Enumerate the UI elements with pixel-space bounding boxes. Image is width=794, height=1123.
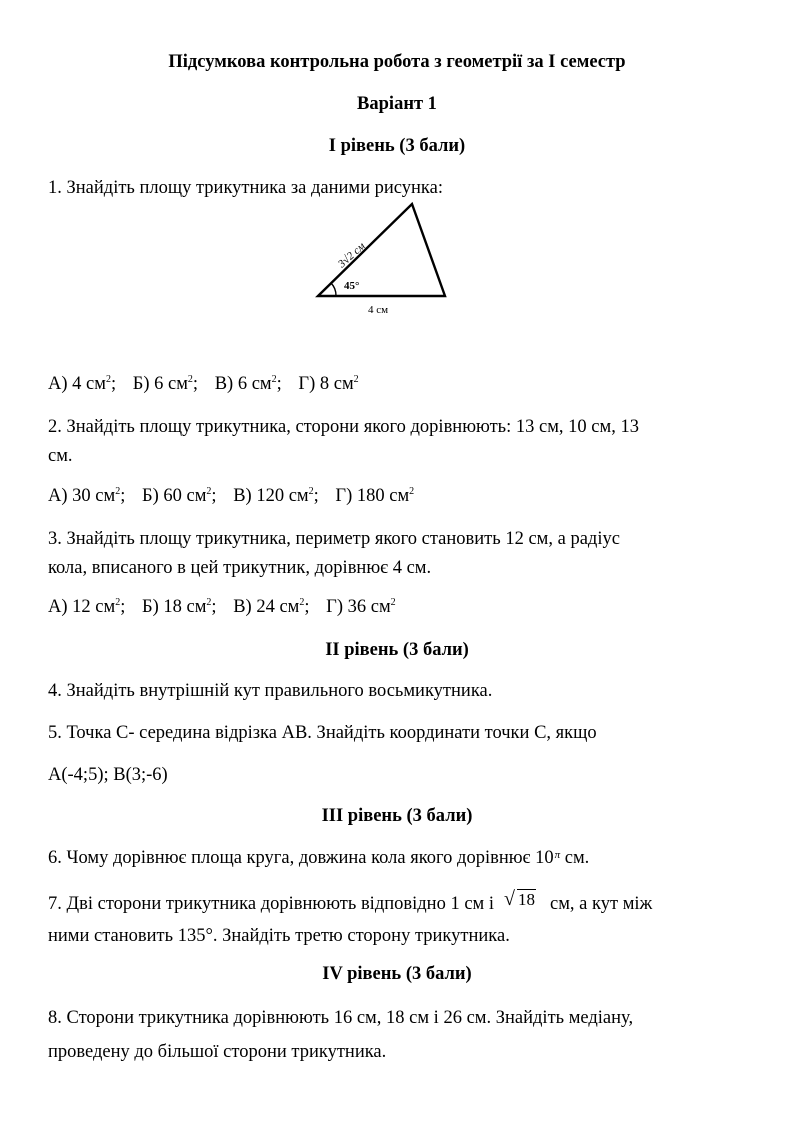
angle-arc [331,283,336,296]
task-4-text: 4. Знайдіть внутрішній кут правильного восьмикутника. [48,681,493,701]
task-6-text: 6. Чому дорівнює площа круга, довжина кола якого дорівнює $10^\pi$ см. [48,848,590,868]
task-8-line-2: проведену до більшої сторони трикутника. [48,1042,387,1062]
triangle-figure [312,196,496,320]
option-c: В) 24 $см^2$; [233,597,310,617]
pi-symbol: π [554,849,561,861]
option-a: А) 12 $см^2$; [48,597,126,617]
task-2-line-1: 2. Знайдіть площу трикутника, сторони якого дорівнюють: 13 см, 10 см, 13 [48,417,639,437]
level-4-heading: IV рівень (3 бали) [322,964,472,984]
option-b: Б) 60 $см^2$; [141,486,217,506]
side-label: 3√2 см [335,240,368,271]
task-2-line-2: см. [48,446,73,466]
option-d: Г) 180 $см^2$ [335,486,415,506]
task-3-line-1: 3. Знайдіть площу трикутника, периметр якого становить 12 см, а радіус [48,529,620,549]
angle-label: 45° [344,280,360,292]
triangle-shape [318,204,445,296]
task-3-options [48,597,396,618]
task-2-options [48,486,414,507]
level-3-heading: ІІІ рівень (3 бали) [321,806,473,826]
task-3-line-2: кола, вписаного в цей трикутник, дорівнює 4 см. [48,558,432,578]
option-a: А) 30 $см^2$; [48,486,126,506]
task-1-text: 1. Знайдіть площу трикутника за даними рисунка: [48,178,443,198]
option-b: Б) 18 $см^2$; [141,597,217,617]
page-title: Підсумкова контрольна робота з геометрії за І семестр [168,52,626,72]
task-8-line-1: 8. Сторони трикутника дорівнюють 16 см, 18 см і 26 см. Знайдіть медіану, [48,1008,634,1028]
sqrt-expression: √ 18 [504,888,536,910]
option-c: В) 120 $см^2$; [233,486,319,506]
option-a: А) 4 $см^2$; [48,374,117,394]
option-d: Г) 36 $см^2$ [326,597,396,617]
task-5-line-1: 5. Точка С- середина відрізка АВ. Знайдіть координати точки С, якщо [48,723,597,743]
level-1-heading: І рівень (3 бали) [328,136,466,156]
task-7-line-2: ними становить 135°. Знайдіть третю сторону трикутника. [48,926,510,946]
option-b: Б) 6 $см^2$; [132,374,199,394]
option-c: В) 6 $см^2$; [214,374,282,394]
level-2-heading: ІІ рівень (3 бали) [325,640,469,660]
task-7-line-1: 7. Дві сторони трикутника дорівнюють відповідно 1 см і √ 18 см, а кут між [48,888,653,914]
task-1-options [48,374,359,395]
base-label: 4 см [368,304,389,316]
option-d: Г) 8 $см^2$ [298,374,359,394]
task-5-line-2: А(-4;5); В(3;-6) [48,765,168,785]
variant-heading: Варіант 1 [357,94,437,114]
